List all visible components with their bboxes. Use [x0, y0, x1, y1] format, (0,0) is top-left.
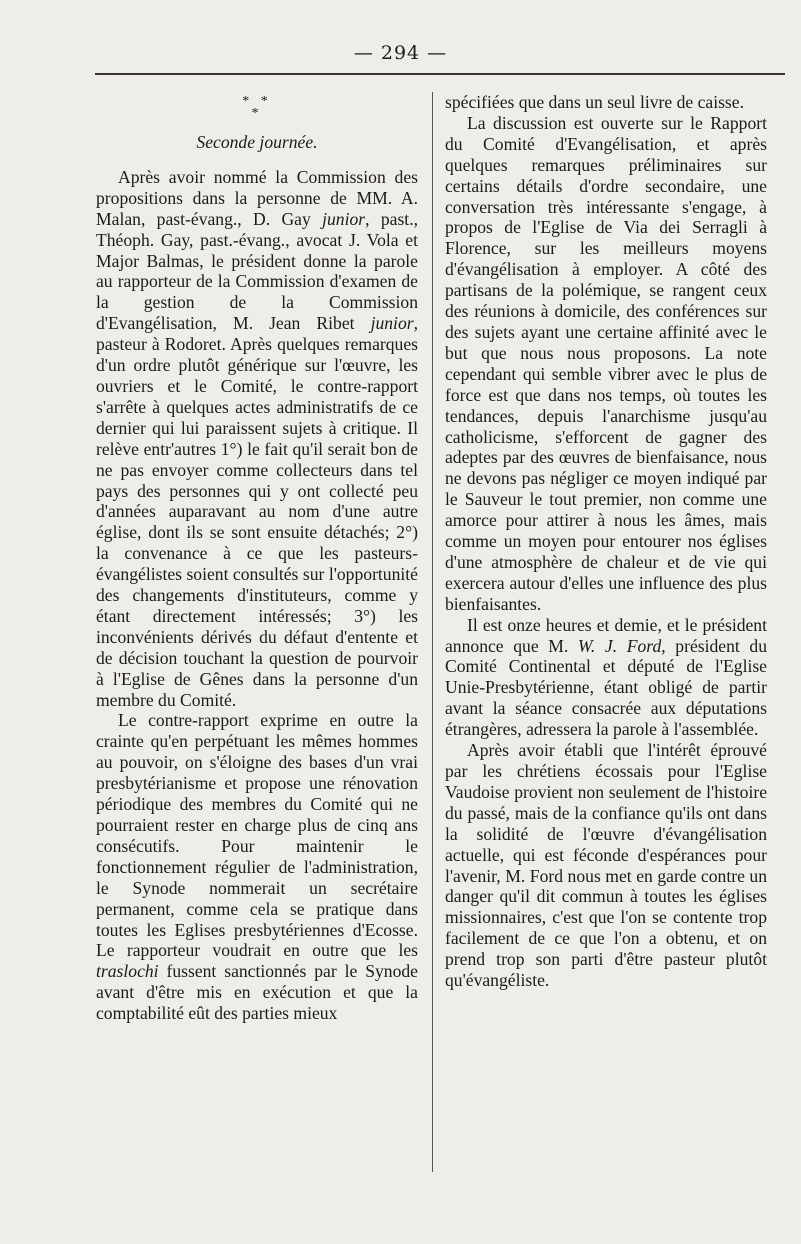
italic-text: W. J. Ford: [577, 635, 662, 656]
text-run: Le contre-rapport exprime en outre la crainte qu'en perpétuant les mêmes hommes au pouvoir, on s'éloigne des bases d'un vrai presbytérianisme et propose une rénovation périodique des membres du Comité qui ne pourraient rester en charge plus de cinq ans consécutifs. Pour maintenir le fonctionnement régulier de l'administration, le Synode nommerait un secrétaire permanent, comme cela se pratique dans toutes les Eglises presbytériennes d'Ecosse. Le rapporteur voudrait en outre que les: [96, 710, 418, 961]
section-title: Seconde journée.: [196, 132, 318, 152]
text-run: spécifiées que dans un seul livre de caisse.: [445, 92, 744, 112]
header-rule: [95, 73, 785, 75]
left-paragraph: [96, 167, 418, 711]
text-run: fussent sanctionnés par le Synode avant d'être mis en exécution et que la comptabilité eût des parties mieux: [96, 961, 418, 1024]
text-run: Il est onze heures et demie, et le président annonce que M.: [445, 614, 767, 656]
italic-text: traslochi: [96, 961, 159, 982]
text-run: , past., Théoph. Gay, past.-évang., avocat J. Vola et Major Balmas, le président donne la parole au rapporteur de la Commission d'examen de la gestion de la Commission d'Evangélisation, M. Jean Ribet: [96, 208, 418, 334]
left-body-text: [96, 167, 418, 1024]
text-run: , président du Comité Continental et député de l'Eglise Unie-Presbytérienne, étant obligé de partir avant la séance consacrée aux députations étrangères, adressera la parole à l'assemblée.: [445, 635, 767, 740]
right-body-text: [445, 92, 767, 991]
left-column: [96, 92, 418, 1024]
right-paragraph: [445, 740, 767, 991]
text-run: Après avoir établi que l'intérêt éprouvé par les chrétiens écossais pour l'Eglise Vaudoise provient non seulement de l'histoire du passé, mais de la confiance qu'ils ont dans la solidité de l'œuvre d'évangélisation actuelle, qui est féconde d'espérances pour l'avenir, M. Ford nous met en garde contre un danger qu'il dit commun à toutes les églises missionnaires, c'est que l'on se contente trop facilement de ce que l'on a obtenu, et on prend trop son parti d'être pasteur plutôt qu'évangéliste.: [445, 740, 767, 991]
text-run: Après avoir nommé la Commission des propositions dans la personne de MM. A. Malan, past-évang., D. Gay: [96, 166, 418, 229]
asterism-line: *: [251, 106, 263, 121]
right-paragraph: [445, 113, 767, 615]
right-column: [445, 92, 767, 991]
text-run: , pasteur à Rodoret. Après quelques remarques d'un ordre plutôt générique sur l'œuvre, les ouvriers et le Comité, le contre-rapport s'arrête à quelques actes administratifs de ce dernier qui lui paraissent sujets à critique. Il relève entr'autres 1°) le fait qu'il serait bon de ne pas envoyer comme collecteurs dans tel pays des personnes qui y ont collecté peu d'années auparavant au nom d'une autre église, dont ils se sont ensuite détachés; 2°) la convenance à ce que les pasteurs-évangélistes soient consultés sur l'opportunité des changements d'instituteurs, comme y étant directement intéressés; 3°) les inconvénients dérivés du défaut d'entente et de décision touchant la question de pourvoir à l'Eglise de Gênes dans la personne d'un membre du Comité.: [96, 313, 418, 710]
column-divider: [432, 92, 433, 1172]
page-number: — 294 —: [353, 42, 448, 64]
asterism-line: * *: [242, 94, 272, 109]
italic-text: junior: [370, 313, 414, 334]
italic-text: junior: [322, 208, 366, 229]
text-run: La discussion est ouverte sur le Rapport du Comité d'Evangélisation, et après quelques remarques préliminaires sur certains détails d'ordre secondaire, une conversation très intéressante s'engage, à propos de l'Eglise de Via dei Serragli à Florence, sur les meilleurs moyens d'évangélisation à employer. A côté des partisans de la polémique, se rangent ceux des réunions à domicile, des conférences sur des sujets ayant une certaine affinité avec le but que nous nous proposons. La note cependant qui semble vibrer avec le plus de force est que dans nos temps, où toutes les tendances, depuis l'anarchisme jusqu'au catholicisme, s'efforcent de gagner des adeptes par des œuvres de bienfaisance, nous ne devons pas négliger ce moyen indiqué par le Sauveur le tout premier, non comme une amorce pour attirer à nous les âmes, mais comme un moyen pour entourer nos églises d'une atmosphère de chaleur et de vie qui exercera autour d'elles une influence des plus bienfaisantes.: [445, 112, 767, 614]
section-asterism: [96, 96, 418, 120]
right-paragraph: [445, 92, 767, 113]
left-paragraph: [96, 710, 418, 1024]
right-paragraph: [445, 615, 767, 740]
